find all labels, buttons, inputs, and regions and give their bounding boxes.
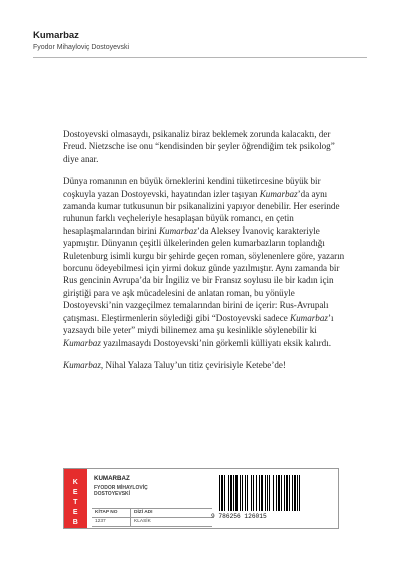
- barcode-bar: [256, 475, 257, 511]
- barcode-bar: [251, 475, 252, 511]
- book-title-italic: Kumarbaz: [63, 337, 101, 348]
- book-title-italic: Kumarbaz: [259, 188, 298, 199]
- logo-letter: E: [72, 529, 79, 536]
- barcode-bar: [292, 475, 293, 511]
- blurb-paragraph-1: Dostoyevski olmasaydı, psikanaliz biraz beklemek zorunda kalacaktı, der Freud. Nietzsche ise onu “kendisinden bir şeyler öğrendiğim tek psikolog” diye anar.: [63, 129, 335, 164]
- meta-rule: [92, 517, 212, 518]
- barcode-bar: [273, 475, 274, 511]
- meta-value-book-no: 1237: [95, 519, 106, 524]
- blurb-paragraph-3: [63, 359, 348, 371]
- meta-header-book-no: KİTAP NO: [95, 510, 118, 515]
- logo-letter: K: [72, 479, 79, 486]
- barcode-bar: [269, 475, 270, 511]
- barcode-bar: [294, 475, 296, 511]
- barcode-bar: [247, 475, 249, 511]
- barcode-bar: [289, 475, 290, 511]
- meta-divider: [130, 508, 131, 526]
- isbn-number: 9 786256 126015: [211, 513, 267, 520]
- barcode-bar: [240, 475, 241, 511]
- header-title: Kumarbaz: [33, 30, 79, 41]
- barcode-bar: [259, 475, 260, 511]
- barcode-bar: [297, 475, 298, 511]
- barcode-bar: [242, 475, 244, 511]
- barcode-bar: [221, 475, 223, 511]
- blurb-text: ’da aynı zamanda kumar tutkusunun bir psikanalizini yapıyor denebilir. Her eserinde ruhunun farklı veçheleriyle hesaplaşan büyük romancı, en çetin hesaplaşmalarından birini: [63, 188, 340, 236]
- book-title-italic: Kumarbaz: [290, 312, 328, 323]
- blurb-text: ’ı yazsaydı bile yeter” miydi bilinemez ama şu kesinlikle söylenebilir ki: [63, 312, 334, 336]
- publisher-logo-letters: [64, 478, 87, 538]
- barcode-bar: [233, 475, 234, 511]
- barcode-bar: [284, 475, 285, 511]
- header-rule: [33, 57, 367, 58]
- barcode-bar: [281, 475, 283, 511]
- barcode-bar: [261, 475, 264, 511]
- meta-rule: [92, 508, 212, 509]
- barcode-bar: [224, 475, 225, 511]
- blurb-text: yazılmasaydı Dostoyevski’nin görkemli külliyatı eksik kalırdı.: [100, 337, 331, 348]
- barcode-bars: [219, 475, 331, 515]
- logo-letter: E: [72, 509, 79, 516]
- barcode-bar: [286, 475, 289, 511]
- blurb-text: , Nihal Yalaza Taluy’un titiz çevirisiyle Ketebe’de!: [100, 359, 286, 370]
- meta-header-series: DİZİ ADI: [134, 510, 153, 515]
- logo-letter: T: [73, 499, 78, 506]
- book-title-italic: Kumarbaz: [63, 359, 101, 370]
- blurb-text: Dünya romanının en büyük örneklerini kendini tüketircesine büyük bir coşkuyla yazan Dostoyevski, hayatından izler taşıyan: [63, 176, 321, 199]
- barcode-bar: [253, 475, 254, 511]
- barcode-bar: [276, 475, 277, 511]
- blurb: [63, 128, 348, 381]
- book-title: KUMARBAZ: [94, 475, 130, 482]
- barcode: [211, 475, 331, 523]
- book-title-italic: Kumarbaz: [158, 225, 197, 236]
- meta-rule: [92, 526, 212, 527]
- logo-letter: B: [72, 519, 79, 526]
- publisher-logo: [64, 469, 87, 536]
- meta-value-series: KLASİK: [134, 519, 151, 524]
- book-author: FYODOR MİHAYLOVİÇ DOSTOYEVSKİ: [94, 485, 148, 497]
- barcode-bar: [278, 475, 280, 511]
- barcode-bar: [219, 475, 220, 511]
- header-author: Fyodor Mihayloviç Dostoyevski: [33, 44, 130, 51]
- barcode-bar: [299, 475, 301, 511]
- barcode-bar: [235, 475, 238, 511]
- book-info-box: [63, 468, 339, 536]
- barcode-bar: [267, 475, 268, 511]
- blurb-text: ’da Aleksey İvanoviç karakteriyle yapmıştır. Dünyanın çeşitli ülkelerinden gelen kumarbazların toplandığı Ruletenburg isimli kurgu bir şehirde geçen roman, söylenenlere göre, yazarın borcunu ödeyebilmesi için yirmi dokuz günde yazılmıştır. Aynı zamanda bir Rus gencinin Avrupa’da bir İngiliz ve bir Fransız soylusu ile bir kadın için giriştiği para ve aşk mücadelesini de anlatan roman, bu yönüyle Dostoyevski’nin vazgeçilmez temalarından birini de içerir: Rus-Avrupalı çatışması. Eleştirmenlerin söylediği gibi “Dostoyevski sadece: [63, 225, 345, 323]
- barcode-bar: [230, 475, 232, 511]
- blurb-paragraph-2: [63, 175, 348, 349]
- barcode-bar: [228, 475, 229, 511]
- logo-letter: E: [72, 489, 79, 496]
- book-info: [94, 475, 209, 497]
- barcode-bar: [265, 475, 266, 511]
- meta-table: [92, 508, 212, 526]
- barcode-bar: [245, 475, 246, 511]
